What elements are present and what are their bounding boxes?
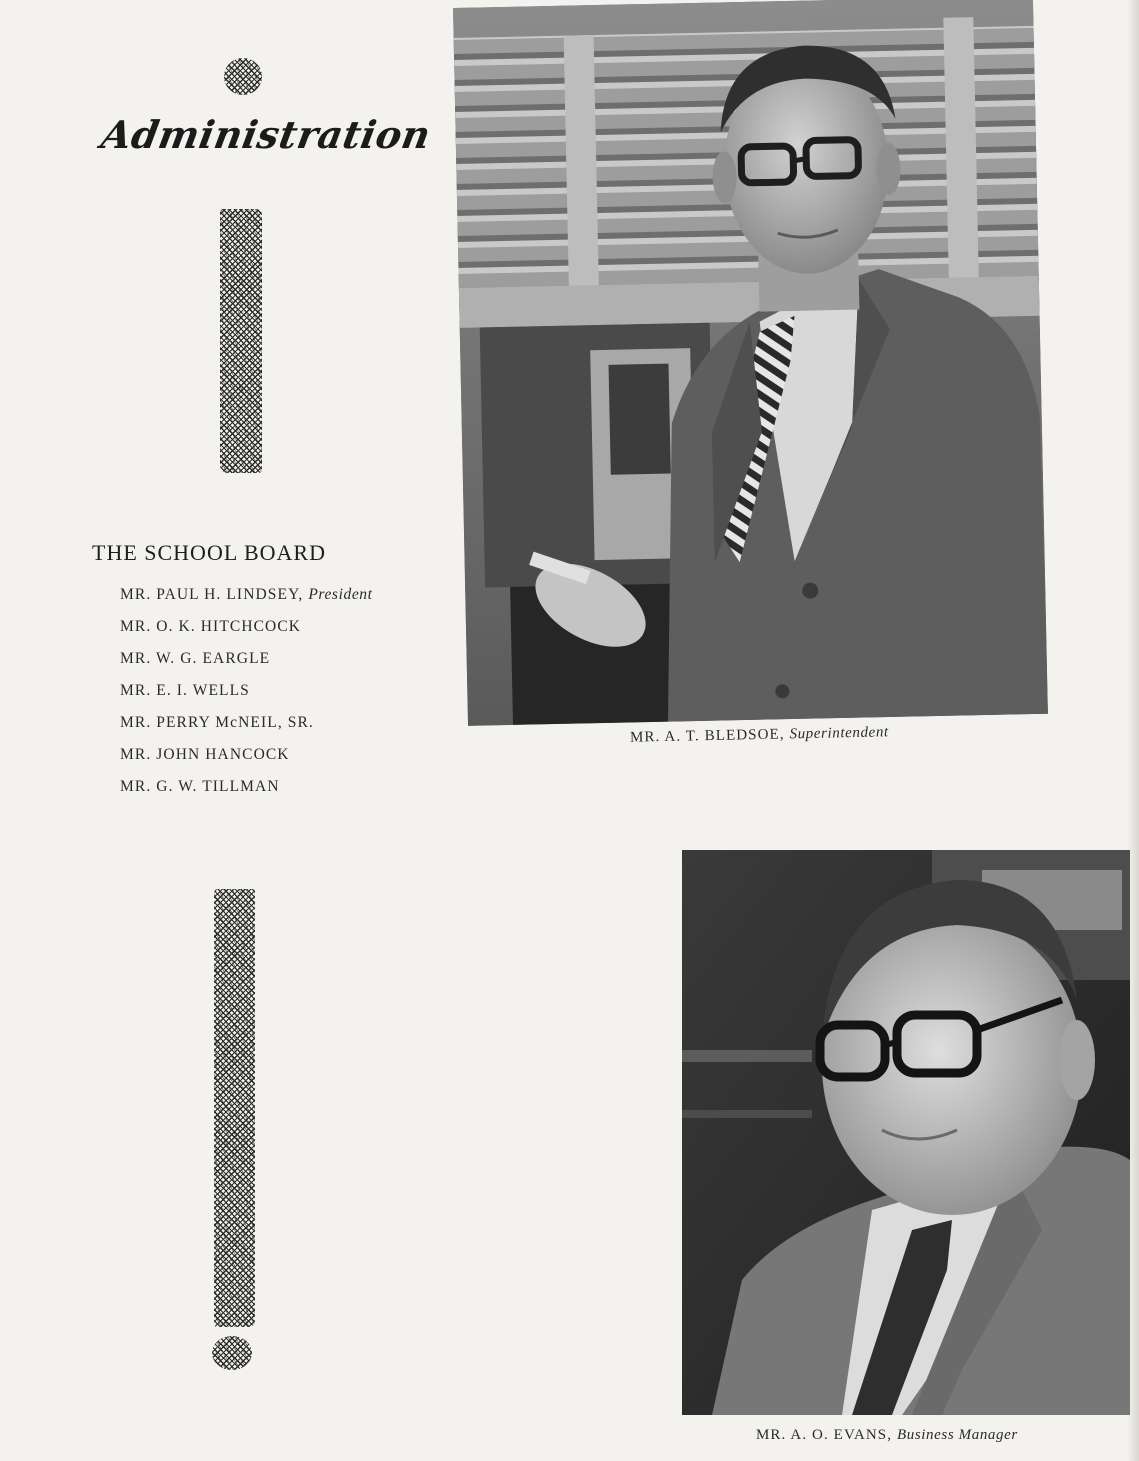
business-manager-role: Business Manager — [896, 1427, 1018, 1443]
board-member-name: MR. E. I. WELLS — [120, 682, 250, 699]
business-manager-photo — [682, 850, 1130, 1415]
board-member-name: MR. W. G. EARGLE — [120, 650, 271, 667]
board-member — [120, 675, 432, 707]
board-member-name: MR. PERRY McNEIL, SR. — [120, 714, 314, 731]
page-title: Administration — [98, 112, 435, 157]
board-member — [120, 643, 432, 675]
board-member — [120, 771, 432, 803]
board-member — [120, 579, 432, 611]
superintendent-portrait-image — [453, 0, 1048, 726]
superintendent-photo — [453, 0, 1048, 726]
board-member-name: MR. JOHN HANCOCK — [120, 746, 290, 763]
board-member-role: President — [308, 586, 373, 603]
school-board-title: THE SCHOOL BOARD — [92, 540, 326, 565]
superintendent-name: MR. A. T. BLEDSOE, — [629, 726, 785, 746]
board-member — [120, 707, 432, 739]
crosshatch-dot-ornament — [224, 58, 262, 95]
crosshatch-bar-ornament — [220, 209, 262, 473]
school-board-list — [92, 579, 432, 803]
crosshatch-bar-ornament — [214, 889, 255, 1327]
superintendent-role: Superintendent — [789, 724, 889, 743]
school-board-section — [92, 540, 432, 803]
business-manager-portrait-image — [682, 850, 1130, 1415]
business-manager-name: MR. A. O. EVANS, — [756, 1427, 893, 1443]
board-member — [120, 739, 432, 771]
board-member-name: MR. G. W. TILLMAN — [120, 778, 280, 795]
superintendent-caption — [630, 724, 889, 746]
board-member — [120, 611, 432, 643]
board-member-name: MR. PAUL H. LINDSEY, — [120, 586, 304, 603]
business-manager-caption — [756, 1427, 1018, 1444]
crosshatch-dot-ornament — [212, 1336, 252, 1370]
board-member-name: MR. O. K. HITCHCOCK — [120, 618, 302, 635]
